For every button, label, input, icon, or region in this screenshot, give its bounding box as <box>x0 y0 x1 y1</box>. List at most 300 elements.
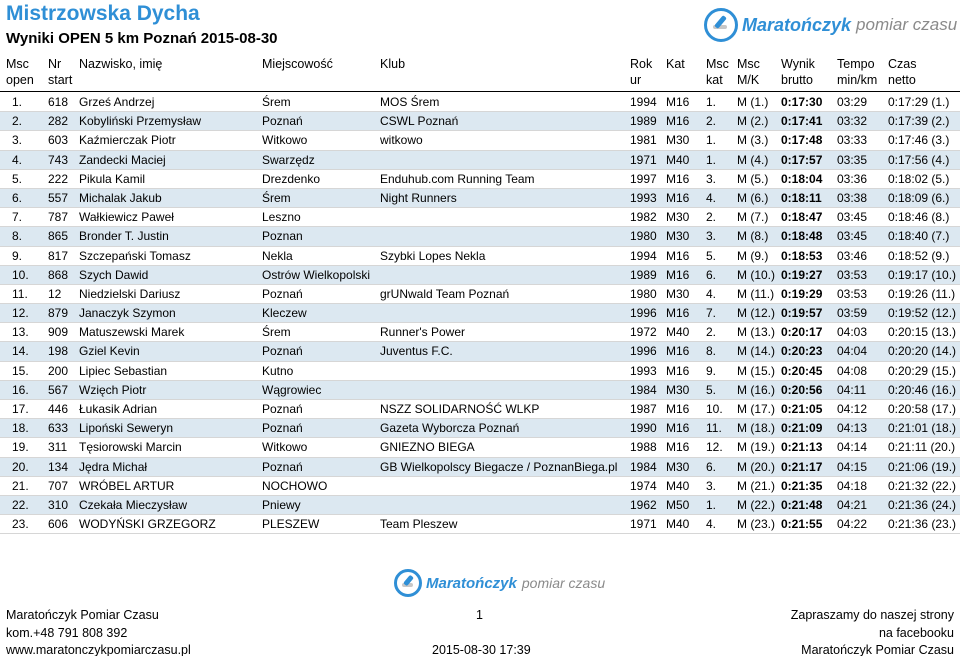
cell-msckat: 2. <box>706 114 717 129</box>
cell-tempo: 04:21 <box>837 497 868 512</box>
footer-facebook[interactable]: na facebooku <box>878 626 954 640</box>
footer-datetime: 2015-08-30 17:39 <box>432 643 531 656</box>
cell-name: Lipoński Seweryn <box>79 421 174 436</box>
cell-name: Szych Dawid <box>79 267 149 282</box>
cell-rok: 1989 <box>630 114 657 129</box>
cell-tempo: 03:53 <box>837 286 868 301</box>
cell-wynik: 0:21:48 <box>781 497 823 512</box>
cell-rok: 1962 <box>630 497 657 512</box>
cell-msc: 13. <box>12 325 29 340</box>
cell-club: Team Pleszew <box>380 517 458 532</box>
cell-nr: 879 <box>48 306 69 321</box>
cell-czas: 0:21:32 (22.) <box>888 478 957 493</box>
cell-name: Wzięch Piotr <box>79 382 147 397</box>
cell-tempo: 03:36 <box>837 171 868 186</box>
cell-city: Poznan <box>262 229 303 244</box>
cell-czas: 0:21:36 (23.) <box>888 517 957 532</box>
cell-name: Bronder T. Justin <box>79 229 169 244</box>
cell-club: Gazeta Wyborcza Poznań <box>380 421 520 436</box>
footer-phone: kom.+48 791 808 392 <box>6 626 128 640</box>
cell-nr: 282 <box>48 114 69 129</box>
cell-msckat: 3. <box>706 171 717 186</box>
cell-club: Night Runners <box>380 190 457 205</box>
cell-kat: M30 <box>666 133 690 148</box>
cell-nr: 567 <box>48 382 69 397</box>
table-row <box>0 342 960 361</box>
table-row <box>0 285 960 304</box>
header-nr-l1: Nr <box>48 57 62 71</box>
footer-page-number: 1 <box>476 608 483 622</box>
cell-kat: M16 <box>666 95 690 109</box>
cell-city: Pniewy <box>262 497 301 512</box>
cell-msc: 16. <box>12 382 29 397</box>
footer-logo <box>394 569 605 597</box>
cell-czas: 0:19:17 (10.) <box>888 267 957 282</box>
cell-kat: M16 <box>666 421 690 436</box>
cell-msc: 22. <box>12 497 29 512</box>
cell-czas: 0:18:46 (8.) <box>888 210 950 225</box>
header-msc-l1: Msc <box>6 57 29 71</box>
cell-czas: 0:18:09 (6.) <box>888 190 950 205</box>
cell-wynik: 0:21:05 <box>781 402 823 416</box>
cell-czas: 0:20:20 (14.) <box>888 344 957 359</box>
cell-name: Niedzielski Dariusz <box>79 286 181 301</box>
cell-msc: 8. <box>12 229 23 244</box>
header-wynik-l2: brutto <box>781 73 813 87</box>
cell-city: Poznań <box>262 286 303 301</box>
cell-msc: 10. <box>12 267 29 282</box>
cell-kat: M16 <box>666 344 690 359</box>
table-row <box>0 362 960 381</box>
cell-tempo: 03:32 <box>837 114 868 129</box>
table-row <box>0 438 960 457</box>
cell-mscmk: M (22.) <box>737 497 776 512</box>
cell-name: Grześ Andrzej <box>79 95 155 109</box>
cell-msckat: 5. <box>706 382 717 397</box>
table-row <box>0 247 960 266</box>
runner-logo-icon <box>394 569 422 597</box>
logo-name: Maratończyk <box>742 14 852 35</box>
cell-city: Poznań <box>262 114 303 129</box>
runner-logo-icon <box>704 8 738 42</box>
cell-msckat: 3. <box>706 229 717 244</box>
table-row <box>0 170 960 189</box>
footer-invite: Zapraszamy do naszej strony <box>790 608 954 622</box>
cell-name: Kobyliński Przemysław <box>79 114 202 129</box>
cell-tempo: 04:14 <box>837 440 868 455</box>
table-header <box>0 54 960 92</box>
cell-name: Lipiec Sebastian <box>79 363 168 378</box>
cell-wynik: 0:19:27 <box>781 267 823 282</box>
cell-kat: M16 <box>666 306 690 321</box>
header-club-l1: Klub <box>380 57 406 71</box>
cell-wynik: 0:20:56 <box>781 382 823 397</box>
table-row <box>0 112 960 131</box>
cell-tempo: 03:53 <box>837 267 868 282</box>
cell-club: NSZZ SOLIDARNOŚĆ WLKP <box>380 402 540 416</box>
cell-name: Łukasik Adrian <box>79 402 158 416</box>
cell-tempo: 03:29 <box>837 95 868 109</box>
cell-mscmk: M (3.) <box>737 133 769 148</box>
cell-name: Matuszewski Marek <box>79 325 185 340</box>
cell-msckat: 4. <box>706 190 717 205</box>
cell-tempo: 04:08 <box>837 363 868 378</box>
table-row <box>0 400 960 419</box>
table-row <box>0 477 960 496</box>
cell-czas: 0:18:52 (9.) <box>888 248 950 263</box>
cell-kat: M40 <box>666 478 690 493</box>
cell-msckat: 1. <box>706 95 717 109</box>
cell-rok: 1984 <box>630 459 657 474</box>
cell-wynik: 0:17:30 <box>781 95 823 109</box>
cell-msckat: 12. <box>706 440 723 455</box>
header-divider <box>0 91 960 92</box>
cell-nr: 707 <box>48 478 69 493</box>
cell-msc: 20. <box>12 459 29 474</box>
cell-mscmk: M (9.) <box>737 248 769 263</box>
cell-rok: 1994 <box>630 95 657 109</box>
cell-msc: 4. <box>12 152 23 167</box>
cell-city: Śrem <box>262 95 291 109</box>
cell-city: Ostrów Wielkopolski <box>262 267 371 282</box>
cell-rok: 1971 <box>630 517 657 532</box>
cell-nr: 222 <box>48 171 69 186</box>
cell-czas: 0:20:58 (17.) <box>888 402 957 416</box>
cell-mscmk: M (18.) <box>737 421 776 436</box>
cell-mscmk: M (20.) <box>737 459 776 474</box>
cell-tempo: 04:15 <box>837 459 868 474</box>
cell-czas: 0:20:46 (16.) <box>888 382 957 397</box>
cell-wynik: 0:21:09 <box>781 421 823 436</box>
cell-city: Swarzędz <box>262 152 315 167</box>
cell-rok: 1997 <box>630 171 657 186</box>
cell-msckat: 1. <box>706 133 717 148</box>
cell-kat: M16 <box>666 190 690 205</box>
cell-msckat: 1. <box>706 497 717 512</box>
cell-name: Czekała Mieczysław <box>79 497 188 512</box>
cell-wynik: 0:20:17 <box>781 325 823 340</box>
cell-club: Enduhub.com Running Team <box>380 171 535 186</box>
cell-msckat: 11. <box>706 421 722 436</box>
cell-kat: M16 <box>666 248 690 263</box>
cell-nr: 12 <box>48 286 62 301</box>
cell-kat: M40 <box>666 325 690 340</box>
cell-city: Leszno <box>262 210 301 225</box>
table-row <box>0 151 960 170</box>
cell-mscmk: M (16.) <box>737 382 776 397</box>
cell-nr: 633 <box>48 421 69 436</box>
cell-wynik: 0:19:57 <box>781 306 823 321</box>
cell-czas: 0:19:52 (12.) <box>888 306 957 321</box>
cell-city: Poznań <box>262 344 303 359</box>
cell-city: Wągrowiec <box>262 382 322 397</box>
cell-city: Poznań <box>262 402 303 416</box>
cell-czas: 0:21:01 (18.) <box>888 421 957 436</box>
cell-kat: M16 <box>666 402 690 416</box>
cell-city: Poznań <box>262 459 303 474</box>
cell-tempo: 04:11 <box>837 382 867 397</box>
cell-tempo: 03:33 <box>837 133 868 148</box>
cell-nr: 865 <box>48 229 69 244</box>
header-msckat-l2: kat <box>706 73 723 87</box>
page-subtitle: Wyniki OPEN 5 km Poznań 2015-08-30 <box>6 30 278 47</box>
cell-wynik: 0:20:23 <box>781 344 823 359</box>
cell-msc: 12. <box>12 306 29 321</box>
cell-wynik: 0:17:57 <box>781 152 823 167</box>
cell-nr: 557 <box>48 190 69 205</box>
cell-msckat: 4. <box>706 517 717 532</box>
cell-name: WODYŃSKI GRZEGORZ <box>79 517 216 532</box>
cell-nr: 743 <box>48 152 69 167</box>
table-row <box>0 381 960 400</box>
cell-msckat: 4. <box>706 286 717 301</box>
cell-msc: 5. <box>12 171 23 186</box>
cell-tempo: 04:12 <box>837 402 868 416</box>
cell-club: witkowo <box>380 133 423 148</box>
cell-msckat: 3. <box>706 478 717 493</box>
cell-wynik: 0:21:17 <box>781 459 823 474</box>
cell-mscmk: M (8.) <box>737 229 769 244</box>
cell-club: Szybki Lopes Nekla <box>380 248 486 263</box>
cell-club: Runner's Power <box>380 325 465 340</box>
table-row <box>0 496 960 515</box>
cell-club: grUNwald Team Poznań <box>380 286 510 301</box>
logo-sub: pomiar czasu <box>856 15 958 34</box>
cell-czas: 0:19:26 (11.) <box>888 286 956 301</box>
table-row <box>0 93 960 112</box>
table-row <box>0 131 960 150</box>
cell-msckat: 9. <box>706 363 717 378</box>
cell-tempo: 04:04 <box>837 344 868 359</box>
cell-mscmk: M (19.) <box>737 440 776 455</box>
header-city-l1: Miejscowość <box>262 57 333 71</box>
cell-czas: 0:21:11 (20.) <box>888 440 956 455</box>
cell-mscmk: M (13.) <box>737 325 776 340</box>
cell-tempo: 03:35 <box>837 152 868 167</box>
header-msckat-l1: Msc <box>706 57 729 71</box>
cell-msc: 19. <box>12 440 29 455</box>
header-rok-l1: Rok <box>630 57 653 71</box>
cell-czas: 0:18:40 (7.) <box>888 229 950 244</box>
cell-city: Kleczew <box>262 306 307 321</box>
header-czas-l1: Czas <box>888 57 917 71</box>
cell-czas: 0:17:56 (4.) <box>888 152 950 167</box>
cell-wynik: 0:19:29 <box>781 286 823 301</box>
cell-kat: M50 <box>666 497 690 512</box>
table-row <box>0 189 960 208</box>
cell-tempo: 04:03 <box>837 325 868 340</box>
cell-mscmk: M (6.) <box>737 190 769 205</box>
cell-tempo: 03:59 <box>837 306 868 321</box>
cell-rok: 1990 <box>630 421 657 436</box>
cell-kat: M16 <box>666 363 690 378</box>
cell-kat: M30 <box>666 286 690 301</box>
cell-tempo: 03:45 <box>837 210 868 225</box>
cell-msc: 7. <box>12 210 23 225</box>
cell-mscmk: M (15.) <box>737 363 776 378</box>
cell-kat: M16 <box>666 267 690 282</box>
cell-tempo: 03:46 <box>837 248 868 263</box>
header-kat-l1: Kat <box>666 57 685 71</box>
cell-name: Gziel Kevin <box>79 344 140 359</box>
cell-nr: 909 <box>48 325 69 340</box>
cell-rok: 1988 <box>630 440 657 455</box>
cell-msc: 14. <box>12 344 29 359</box>
table-row <box>0 304 960 323</box>
cell-nr: 817 <box>48 248 69 263</box>
results-table <box>0 93 960 534</box>
cell-wynik: 0:18:53 <box>781 248 823 263</box>
cell-name: Janaczyk Szymon <box>79 306 176 321</box>
cell-rok: 1989 <box>630 267 657 282</box>
cell-nr: 618 <box>48 95 69 109</box>
header-mscmk-l1: Msc <box>737 57 760 71</box>
cell-msckat: 6. <box>706 459 717 474</box>
table-row <box>0 515 960 534</box>
table-row <box>0 227 960 246</box>
cell-czas: 0:18:02 (5.) <box>888 171 950 186</box>
logo-sub: pomiar czasu <box>521 575 606 591</box>
cell-rok: 1996 <box>630 344 657 359</box>
cell-mscmk: M (5.) <box>737 171 769 186</box>
cell-city: Poznań <box>262 421 303 436</box>
cell-rok: 1994 <box>630 248 657 263</box>
cell-msckat: 5. <box>706 248 717 263</box>
cell-czas: 0:17:39 (2.) <box>888 114 950 129</box>
cell-czas: 0:20:15 (13.) <box>888 325 957 340</box>
header-nr-l2: start <box>48 73 73 87</box>
cell-rok: 1993 <box>630 363 657 378</box>
cell-name: Pikula Kamil <box>79 171 146 186</box>
cell-kat: M40 <box>666 517 690 532</box>
logo <box>704 8 957 42</box>
header-tempo-l2: min/km <box>837 73 878 87</box>
table-row <box>0 458 960 477</box>
header-msc-l2: open <box>6 73 34 87</box>
cell-msc: 17. <box>12 402 29 416</box>
logo-name: Maratończyk <box>426 574 517 592</box>
header-mscmk-l2: M/K <box>737 73 760 87</box>
cell-mscmk: M (2.) <box>737 114 769 129</box>
header-rok-l2: ur <box>630 73 642 87</box>
cell-tempo: 03:38 <box>837 190 868 205</box>
cell-tempo: 04:18 <box>837 478 868 493</box>
cell-czas: 0:17:29 (1.) <box>888 95 950 109</box>
cell-nr: 200 <box>48 363 69 378</box>
cell-name: Michalak Jakub <box>79 190 162 205</box>
cell-city: Witkowo <box>262 440 308 455</box>
cell-wynik: 0:21:13 <box>781 440 823 455</box>
page-title: Mistrzowska Dycha <box>6 2 200 25</box>
cell-msc: 3. <box>12 133 23 148</box>
cell-msckat: 8. <box>706 344 717 359</box>
cell-wynik: 0:17:41 <box>781 114 823 129</box>
cell-kat: M16 <box>666 171 690 186</box>
cell-rok: 1984 <box>630 382 657 397</box>
cell-kat: M30 <box>666 210 690 225</box>
cell-rok: 1972 <box>630 325 657 340</box>
cell-city: Śrem <box>262 190 291 205</box>
cell-czas: 0:21:36 (24.) <box>888 497 957 512</box>
cell-wynik: 0:18:11 <box>781 190 822 205</box>
cell-nr: 310 <box>48 497 69 512</box>
cell-city: Drezdenko <box>262 171 321 186</box>
cell-msc: 21. <box>12 478 29 493</box>
cell-kat: M30 <box>666 459 690 474</box>
cell-city: Śrem <box>262 325 291 340</box>
cell-mscmk: M (10.) <box>737 267 776 282</box>
cell-name: WRÓBEL ARTUR <box>79 478 175 493</box>
cell-nr: 198 <box>48 344 69 359</box>
cell-rok: 1996 <box>630 306 657 321</box>
cell-msckat: 6. <box>706 267 717 282</box>
cell-czas: 0:21:06 (19.) <box>888 459 957 474</box>
cell-city: NOCHOWO <box>262 478 328 493</box>
cell-rok: 1980 <box>630 286 657 301</box>
cell-mscmk: M (17.) <box>737 402 776 416</box>
cell-nr: 606 <box>48 517 69 532</box>
footer-company: Maratończyk Pomiar Czasu <box>6 608 159 622</box>
cell-kat: M40 <box>666 152 690 167</box>
cell-club: GNIEZNO BIEGA <box>380 440 475 455</box>
header-name-l1: Nazwisko, imię <box>79 57 163 71</box>
cell-name: Kaźmierczak Piotr <box>79 133 176 148</box>
cell-czas: 0:17:46 (3.) <box>888 133 950 148</box>
cell-nr: 311 <box>48 440 68 455</box>
cell-wynik: 0:18:47 <box>781 210 823 225</box>
cell-wynik: 0:20:45 <box>781 363 823 378</box>
cell-msckat: 2. <box>706 325 717 340</box>
footer-website[interactable]: www.maratonczykpomiarczasu.pl <box>6 643 191 656</box>
cell-msc: 11. <box>12 286 28 301</box>
cell-rok: 1982 <box>630 210 657 225</box>
cell-rok: 1971 <box>630 152 657 167</box>
cell-msc: 6. <box>12 190 23 205</box>
cell-club: CSWL Poznań <box>380 114 459 129</box>
cell-wynik: 0:17:48 <box>781 133 823 148</box>
cell-rok: 1981 <box>630 133 657 148</box>
cell-name: Szczepański Tomasz <box>79 248 191 263</box>
cell-mscmk: M (4.) <box>737 152 769 167</box>
cell-msc: 1. <box>12 95 23 109</box>
cell-rok: 1993 <box>630 190 657 205</box>
cell-kat: M30 <box>666 382 690 397</box>
cell-czas: 0:20:29 (15.) <box>888 363 957 378</box>
cell-nr: 603 <box>48 133 69 148</box>
cell-rok: 1987 <box>630 402 657 416</box>
cell-mscmk: M (11.) <box>737 286 775 301</box>
cell-nr: 787 <box>48 210 69 225</box>
table-row <box>0 208 960 227</box>
cell-mscmk: M (21.) <box>737 478 776 493</box>
cell-wynik: 0:21:35 <box>781 478 823 493</box>
cell-msc: 15. <box>12 363 29 378</box>
cell-name: Zandecki Maciej <box>79 152 166 167</box>
cell-kat: M16 <box>666 114 690 129</box>
cell-msckat: 10. <box>706 402 723 416</box>
cell-name: Tęsiorowski Marcin <box>79 440 182 455</box>
cell-tempo: 04:13 <box>837 421 868 436</box>
cell-msc: 9. <box>12 248 23 263</box>
cell-msc: 23. <box>12 517 29 532</box>
cell-msckat: 7. <box>706 306 717 321</box>
cell-tempo: 04:22 <box>837 517 868 532</box>
cell-msckat: 2. <box>706 210 717 225</box>
cell-wynik: 0:21:55 <box>781 517 823 532</box>
cell-kat: M16 <box>666 440 690 455</box>
cell-club: Juventus F.C. <box>380 344 453 359</box>
cell-mscmk: M (12.) <box>737 306 776 321</box>
